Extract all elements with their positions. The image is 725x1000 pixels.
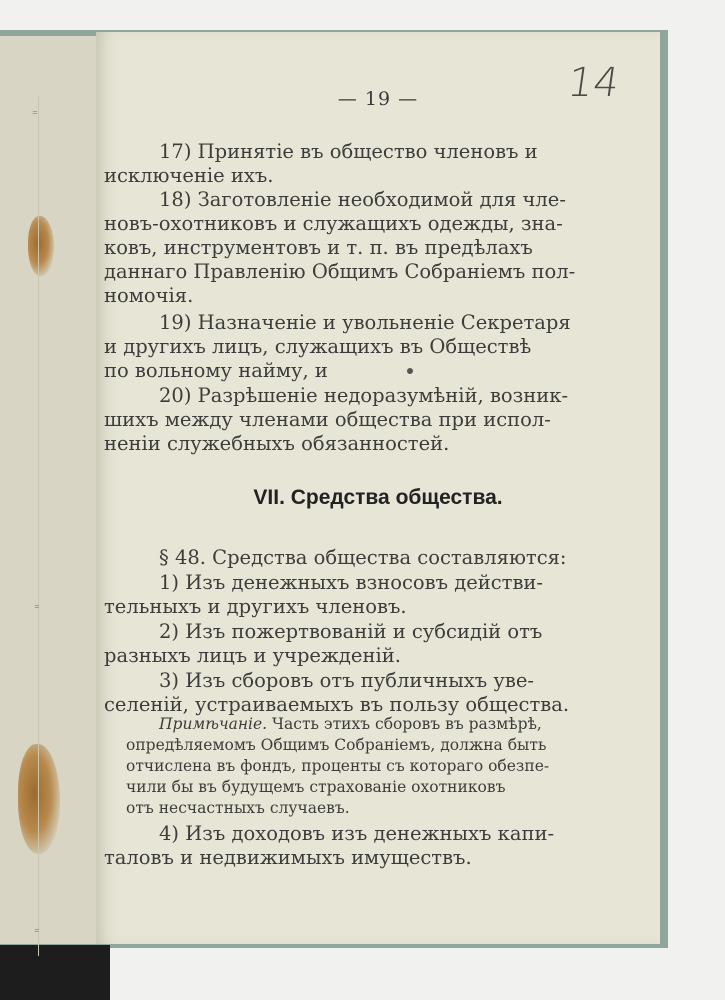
- page-number: — 19 —: [337, 88, 419, 110]
- text-line: новъ-охотниковъ и служащихъ одежды, зна-: [104, 212, 563, 235]
- note-first-line: [159, 714, 542, 734]
- ink-dot: [407, 368, 413, 374]
- list-item: селеній, устраиваемыхъ въ пользу общества.: [104, 693, 570, 716]
- note-line: отъ несчастныхъ случаевъ.: [126, 799, 350, 817]
- text-line: ковъ, инструментовъ и т. п. въ предѣлахъ: [104, 236, 533, 259]
- note-line: опредѣляемомъ Общимъ Собраніемъ, должна быть: [126, 736, 547, 754]
- stitch-mark: ⁼: [32, 108, 38, 121]
- list-item: 3) Изъ сборовъ отъ публичныхъ уве-: [159, 669, 534, 692]
- text-line: неніи служебныхъ обязанностей.: [104, 432, 450, 455]
- list-item: 1) Изъ денежныхъ взносовъ действи-: [159, 571, 544, 594]
- foxing-stain: [28, 216, 54, 276]
- note-label: Примѣчаніе.: [159, 715, 268, 733]
- note-line: отчислена въ фондъ, проценты съ котораго обезпе-: [126, 757, 550, 775]
- stitch-mark: ⁼: [34, 602, 40, 615]
- text-line: и другихъ лицъ, служащихъ въ Обществѣ: [104, 335, 532, 358]
- note-line: чили бы въ будущемъ страхованіе охотниковъ: [126, 778, 506, 796]
- text-line: по вольному найму, и: [104, 359, 328, 382]
- text-line: исключеніе ихъ.: [104, 164, 274, 187]
- dark-background-corner: [0, 945, 110, 1000]
- text-line: 20) Разрѣшеніе недоразумѣній, возник-: [159, 384, 569, 407]
- list-item: 2) Изъ пожертвованій и субсидій отъ: [159, 620, 543, 643]
- note-text: Часть этихъ сборовъ въ размѣрѣ,: [272, 715, 542, 733]
- handwritten-folio: 14: [564, 60, 623, 106]
- list-item: таловъ и недвижимыхъ имуществъ.: [104, 846, 472, 869]
- text-line: номочія.: [104, 284, 194, 307]
- section-heading: VII. Средства общества.: [253, 486, 503, 509]
- stitch-mark: ⁼: [34, 926, 40, 939]
- list-item: разныхъ лицъ и учрежденій.: [104, 644, 401, 667]
- text-line: 17) Принятіе въ общество членовъ и: [159, 140, 538, 163]
- text-line: 18) Заготовленіе необходимой для чле-: [159, 188, 566, 211]
- text-line: шихъ между членами общества при испол-: [104, 408, 551, 431]
- paragraph-intro: § 48. Средства общества составляются:: [159, 546, 567, 569]
- foxing-stain: [18, 744, 60, 854]
- gutter-fold: [38, 96, 39, 956]
- text-line: даннаго Правленію Общимъ Собраніемъ пол-: [104, 260, 576, 283]
- list-item: 4) Изъ доходовъ изъ денежныхъ капи-: [159, 822, 555, 845]
- list-item: тельныхъ и другихъ членовъ.: [104, 595, 407, 618]
- previous-page-edge: [0, 36, 96, 944]
- text-line: 19) Назначеніе и увольненіе Секретаря: [159, 311, 571, 334]
